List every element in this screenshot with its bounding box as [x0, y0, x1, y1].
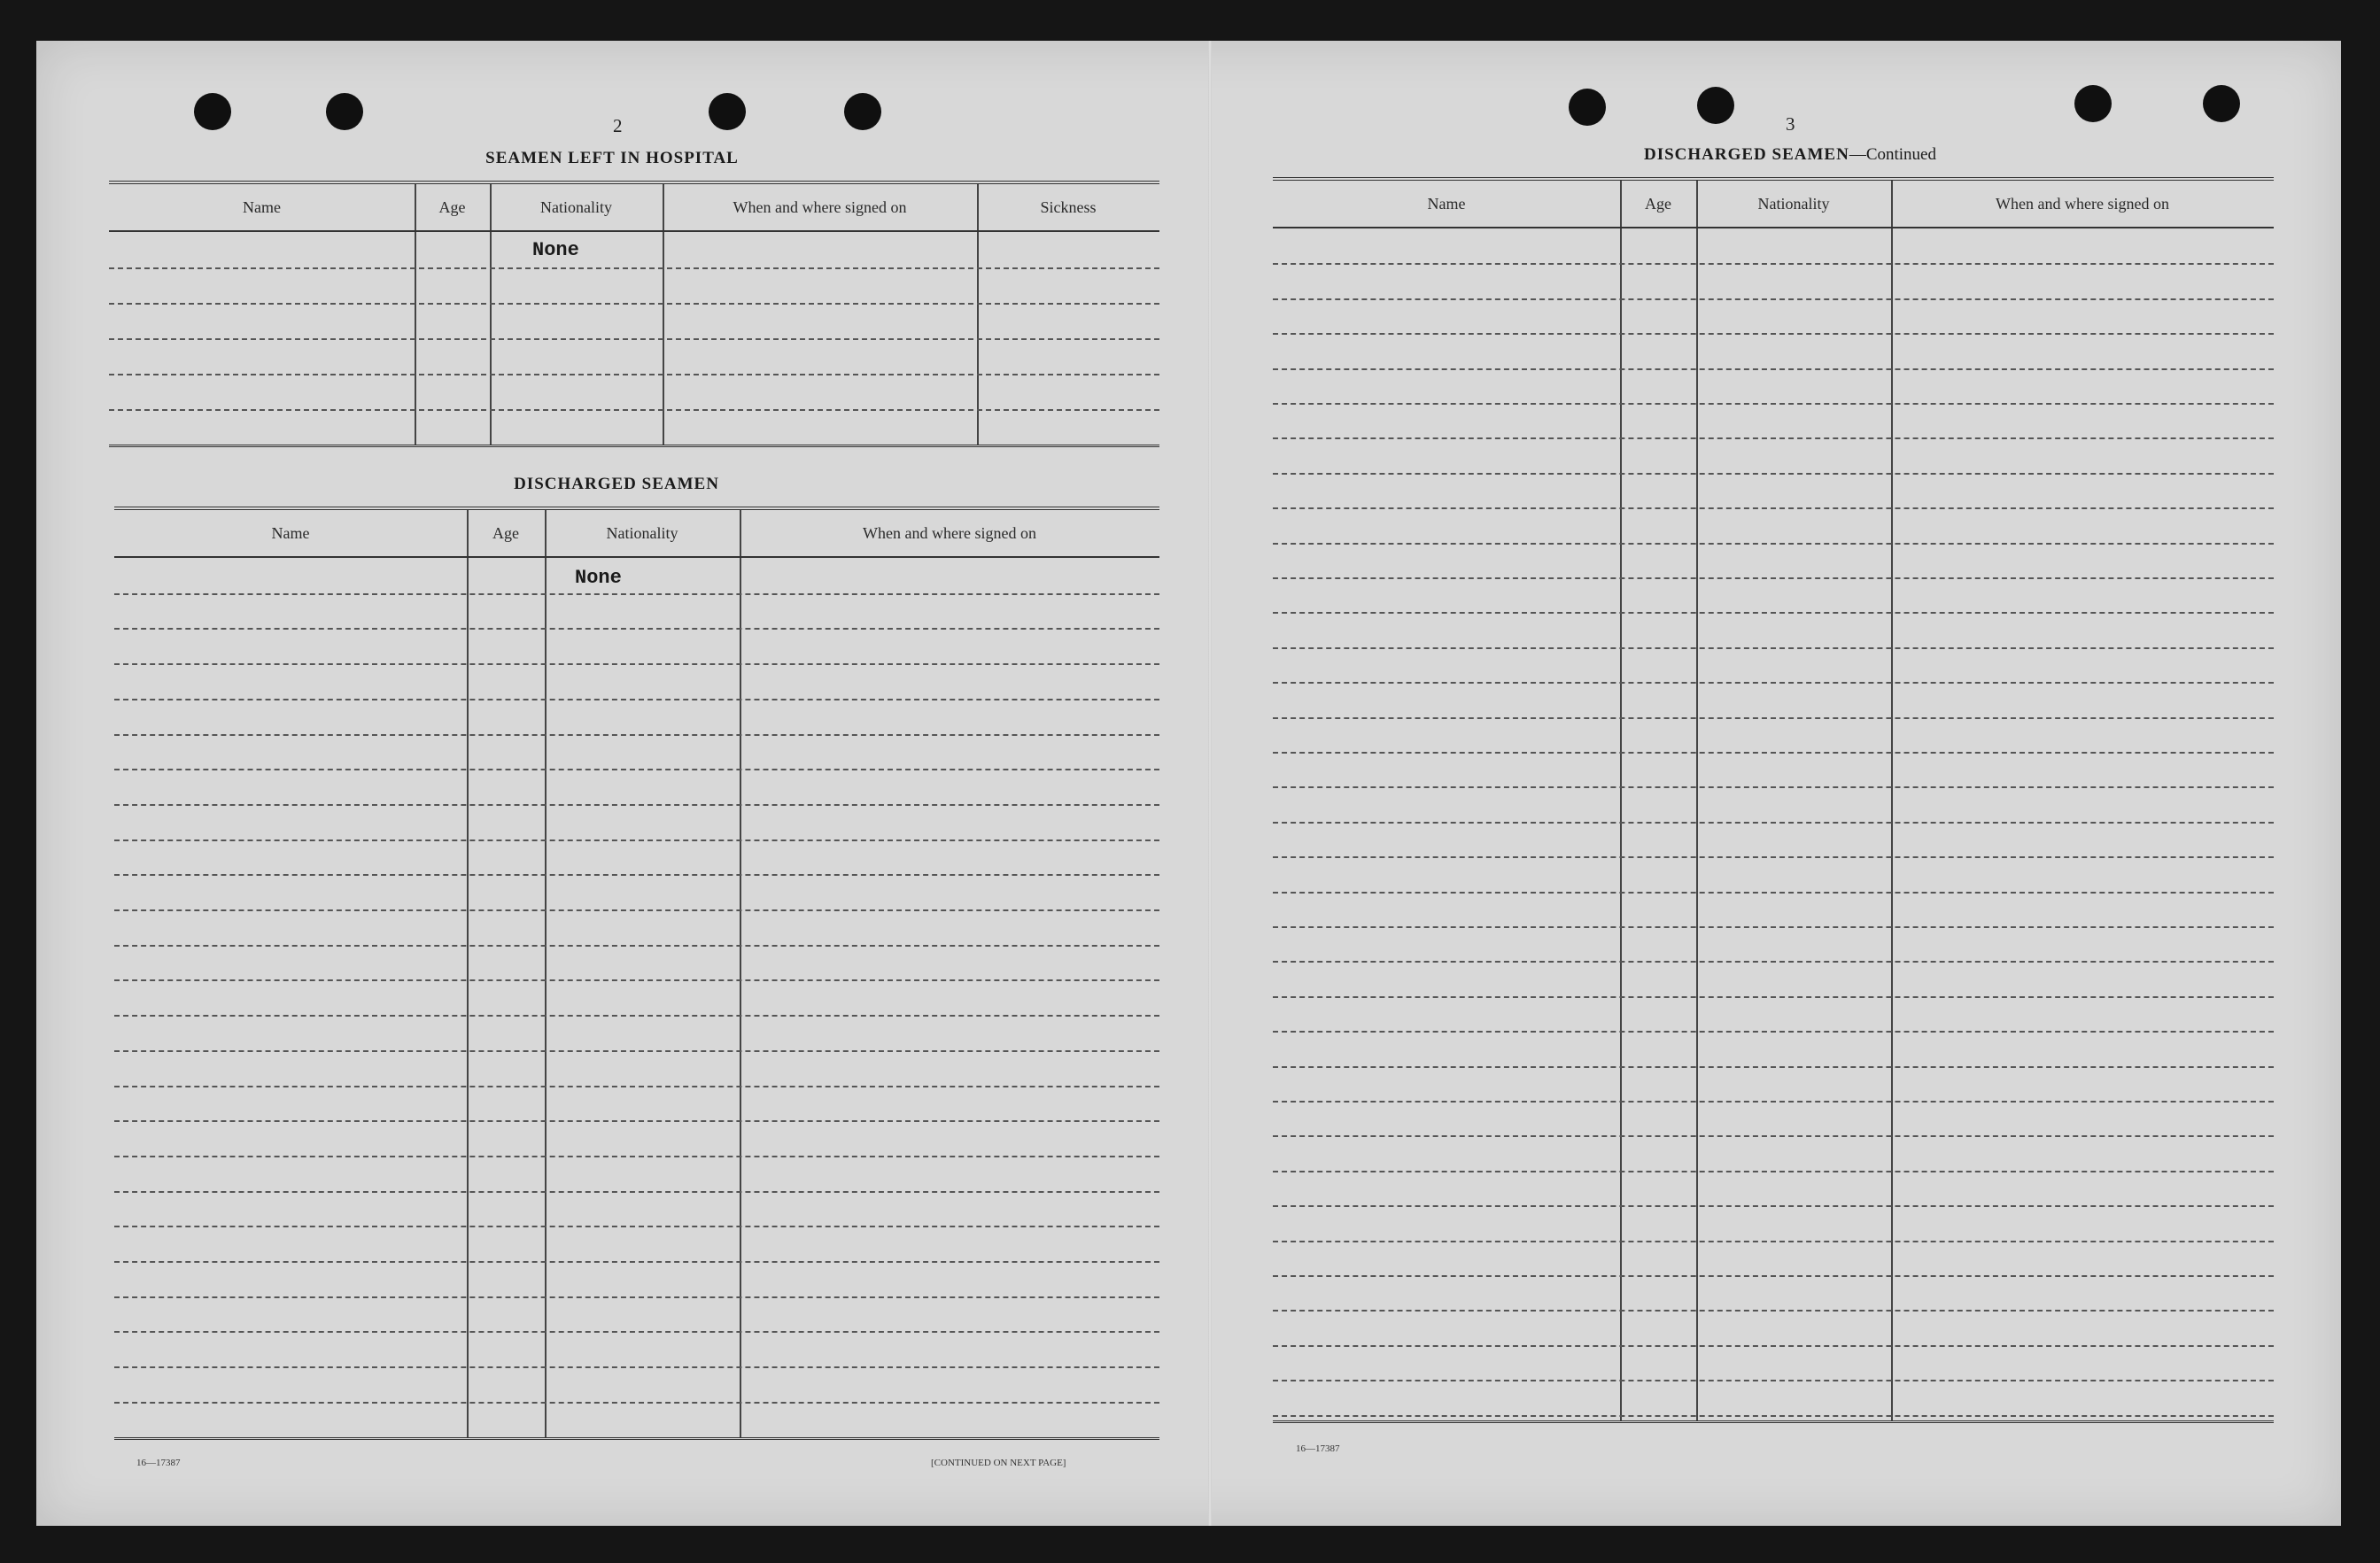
- table-row-line: [1273, 961, 2274, 963]
- discharged-table: [114, 507, 1159, 1440]
- table-row-line: [1273, 647, 2274, 649]
- table-row-line: [1273, 752, 2274, 754]
- table-row-line: [114, 840, 1159, 841]
- col-header-sickness: Sickness: [1040, 198, 1097, 216]
- table-row-line: [109, 267, 1159, 269]
- table-row-line: [1273, 682, 2274, 684]
- column-divider: [740, 558, 741, 1437]
- table-row-line: [114, 628, 1159, 630]
- table-row-line: [114, 1226, 1159, 1227]
- page-number-right: 3: [1786, 113, 1795, 135]
- punch-hole: [1569, 89, 1606, 126]
- column-divider: [663, 184, 664, 230]
- column-divider: [415, 184, 416, 230]
- column-divider: [490, 184, 492, 230]
- table-row-line: [114, 1191, 1159, 1193]
- table-row-line: [114, 1050, 1159, 1052]
- table-row-line: [114, 1366, 1159, 1368]
- table-row-line: [1273, 1415, 2274, 1417]
- discharged-continued-header: [1273, 181, 2274, 228]
- col-header-nationality: Nationality: [1757, 195, 1830, 213]
- hospital-section-title: SEAMEN LEFT IN HOSPITAL: [485, 149, 739, 167]
- hospital-table-body: [109, 232, 1159, 445]
- punch-hole: [709, 93, 746, 130]
- table-row-line: [109, 409, 1159, 411]
- table-row-line: [114, 979, 1159, 981]
- form-number-left: 16—17387: [136, 1458, 181, 1468]
- table-row-line: [1273, 822, 2274, 824]
- col-header-name: Name: [243, 198, 281, 216]
- col-header-nationality: Nationality: [606, 524, 678, 542]
- discharged-continued-title: [1542, 145, 2038, 165]
- table-row-line: [1273, 577, 2274, 579]
- table-row-line: [114, 699, 1159, 700]
- discharged-table-body: [114, 558, 1159, 1437]
- column-divider: [1696, 181, 1698, 227]
- table-row-line: [1273, 1275, 2274, 1277]
- table-row-line: [1273, 368, 2274, 370]
- punch-hole: [2074, 85, 2112, 122]
- typed-none-entry: None: [532, 239, 579, 261]
- document-sheet: [36, 41, 2341, 1526]
- col-header-age: Age: [492, 524, 519, 542]
- table-row-line: [114, 945, 1159, 947]
- table-row-line: [114, 1296, 1159, 1298]
- section-title-suffix: —Continued: [1849, 145, 1936, 164]
- table-row-line: [1273, 1031, 2274, 1033]
- table-row-line: [114, 1086, 1159, 1087]
- table-row-line: [114, 663, 1159, 665]
- table-row-line: [114, 734, 1159, 736]
- table-row-line: [1273, 1345, 2274, 1347]
- table-row-line: [109, 303, 1159, 305]
- punch-hole: [194, 93, 231, 130]
- column-divider: [740, 510, 741, 556]
- table-row-line: [1273, 856, 2274, 858]
- table-row-line: [114, 1402, 1159, 1404]
- page-fold: [1208, 41, 1212, 1526]
- table-row-line: [114, 1261, 1159, 1263]
- table-row-line: [1273, 1171, 2274, 1172]
- table-row-line: [1273, 717, 2274, 719]
- col-header-nationality: Nationality: [540, 198, 612, 216]
- section-title-text: DISCHARGED SEAMEN: [1643, 145, 1849, 164]
- table-row-line: [1273, 403, 2274, 405]
- table-row-line: [114, 1120, 1159, 1122]
- table-row-line: [1273, 1310, 2274, 1312]
- table-row-line: [1273, 473, 2274, 475]
- discharged-continued-body: [1273, 228, 2274, 1420]
- table-row-line: [1273, 333, 2274, 335]
- table-row-line: [1273, 786, 2274, 788]
- column-divider: [467, 510, 469, 556]
- table-row-line: [114, 593, 1159, 595]
- table-row-line: [114, 1156, 1159, 1157]
- col-header-age: Age: [438, 198, 466, 216]
- discharged-continued-table: [1273, 177, 2274, 1423]
- hospital-table: [109, 181, 1159, 447]
- column-divider: [545, 510, 547, 556]
- punch-hole: [844, 93, 881, 130]
- table-row-line: [1273, 263, 2274, 265]
- table-row-line: [1273, 1241, 2274, 1242]
- table-row-line: [1273, 996, 2274, 998]
- table-row-line: [1273, 1380, 2274, 1381]
- column-divider: [1891, 181, 1893, 227]
- table-row-line: [1273, 926, 2274, 928]
- table-row-line: [1273, 1101, 2274, 1103]
- table-row-line: [1273, 507, 2274, 509]
- col-header-name: Name: [1427, 195, 1466, 213]
- punch-hole: [326, 93, 363, 130]
- col-header-signed-on: When and where signed on: [1996, 195, 2169, 213]
- table-row-line: [114, 909, 1159, 911]
- col-header-signed-on: When and where signed on: [863, 524, 1036, 542]
- punch-hole: [2203, 85, 2240, 122]
- table-row-line: [114, 804, 1159, 806]
- form-number-right: 16—17387: [1296, 1443, 1340, 1454]
- table-row-line: [1273, 1066, 2274, 1068]
- typed-none-entry: None: [575, 567, 622, 589]
- table-row-line: [109, 338, 1159, 340]
- table-row-line: [1273, 298, 2274, 300]
- col-header-age: Age: [1645, 195, 1671, 213]
- table-row-line: [114, 769, 1159, 770]
- discharged-table-header: [114, 510, 1159, 558]
- table-row-line: [1273, 543, 2274, 545]
- table-row-line: [109, 374, 1159, 375]
- column-divider: [467, 558, 469, 1437]
- table-row-line: [114, 874, 1159, 876]
- table-row-line: [1273, 892, 2274, 894]
- discharged-section-title: DISCHARGED SEAMEN: [514, 475, 719, 493]
- col-header-signed-on: When and where signed on: [733, 198, 907, 216]
- table-row-line: [1273, 1205, 2274, 1207]
- table-row-line: [114, 1015, 1159, 1017]
- column-divider: [1620, 181, 1622, 227]
- punch-hole: [1697, 87, 1734, 124]
- table-row-line: [1273, 612, 2274, 614]
- table-row-line: [1273, 437, 2274, 439]
- column-divider: [545, 558, 547, 1437]
- col-header-name: Name: [271, 524, 310, 542]
- column-divider: [977, 184, 979, 230]
- table-row-line: [1273, 1135, 2274, 1137]
- page-number-left: 2: [613, 115, 623, 136]
- table-row-line: [114, 1331, 1159, 1333]
- continued-note: [CONTINUED ON NEXT PAGE]: [931, 1458, 1066, 1468]
- hospital-table-header: [109, 184, 1159, 232]
